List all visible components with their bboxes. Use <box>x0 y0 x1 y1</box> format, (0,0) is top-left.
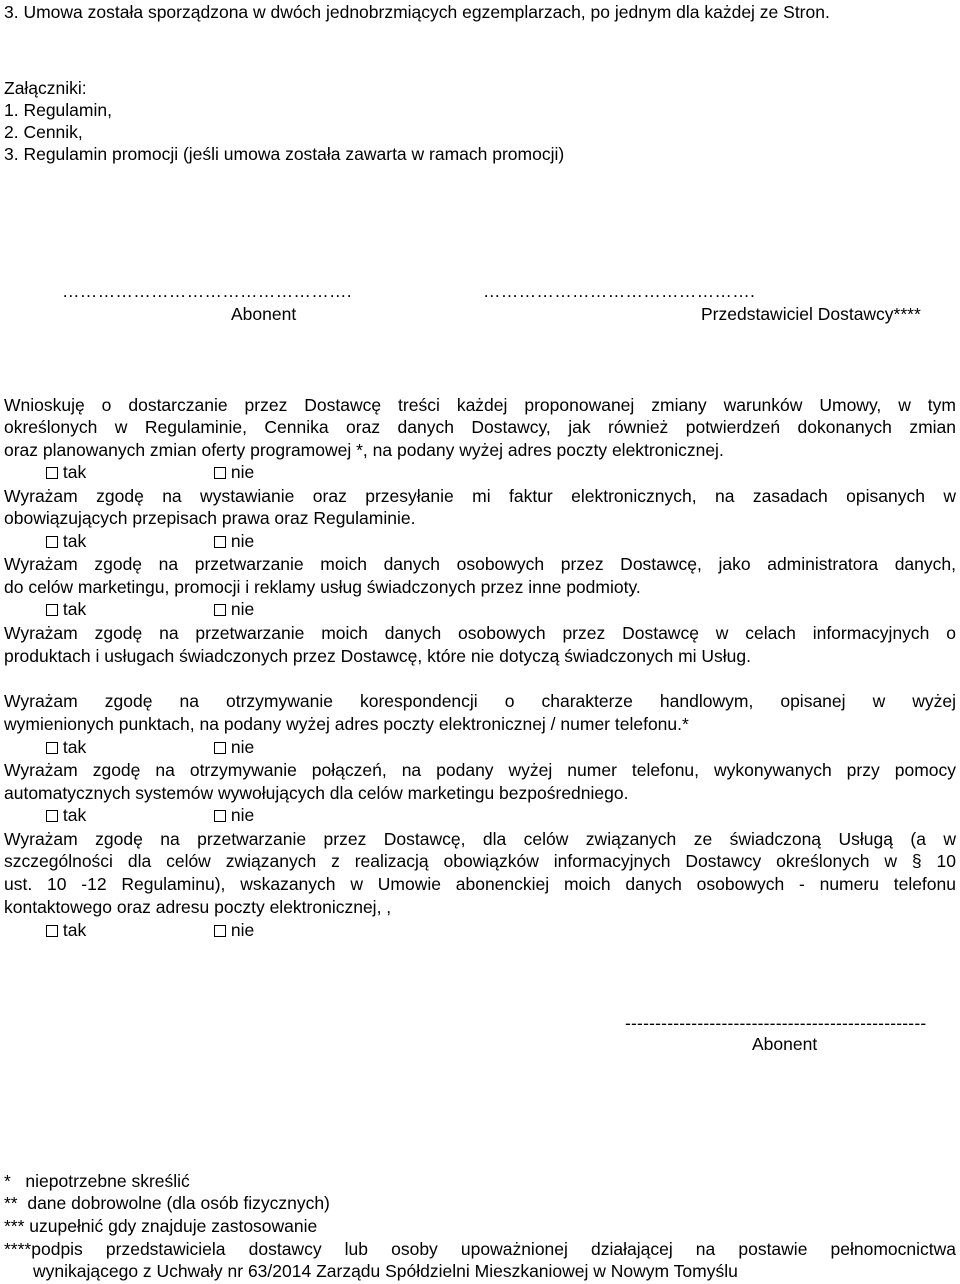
attachment-item: 3. Regulamin promocji (jeśli umowa została zawarta w ramach promocji) <box>4 144 565 164</box>
checkbox[interactable] <box>46 467 58 479</box>
option-label: nie <box>230 805 255 825</box>
attachments-title: Załączniki: <box>4 78 87 98</box>
consent-5-yes-option[interactable] <box>46 736 86 758</box>
consent-text: wymienionych punktach, na podany wyżej adres poczty elektronicznej / numer telefonu.* <box>4 714 689 734</box>
consent-text: produktach i usługach świadczonych przez Dostawcę, które nie dotyczą świadczonych mi Usług. <box>4 646 752 666</box>
attachment-item: 1. Regulamin, <box>4 100 112 120</box>
consent-text: do celów marketingu, promocji i reklamy usług świadczonych przez inne podmioty. <box>4 577 641 597</box>
consent-text: Wyrażam zgodę na otrzymywanie połączeń, na podany wyżej numer telefonu, wykonywanych przy pomocy <box>4 760 956 780</box>
option-label: nie <box>230 920 255 940</box>
consent-text: Wyrażam zgodę na otrzymywanie korespondencji o charakterze handlowym, opisanej w wyżej <box>4 691 956 711</box>
option-label: tak <box>62 805 87 825</box>
consent-text: obowiązujących przepisach prawa oraz Regulaminie. <box>4 508 416 528</box>
consent-3-no-option[interactable] <box>214 598 254 620</box>
footnote: ** dane dobrowolne (dla osób fizycznych) <box>4 1193 330 1213</box>
consent-6-no-option[interactable] <box>214 804 254 826</box>
option-label: tak <box>62 531 87 551</box>
abonent-signature-dots: …………………………………………. <box>62 281 352 301</box>
footnote: ****podpis przedstawiciela dostawcy lub osoby upoważnionej działającej na postawie pełnomocnictwa <box>4 1239 956 1259</box>
checkbox[interactable] <box>214 604 226 616</box>
checkbox[interactable] <box>214 467 226 479</box>
consent-text: szczególności dla celów związanych z realizacją obowiązków informacyjnych Dostawcy określonych w § 10 <box>4 851 956 871</box>
consent-text: Wyrażam zgodę na wystawianie oraz przesyłanie mi faktur elektronicznych, na zasadach opisanych w <box>4 486 956 506</box>
consent-7-yes-option[interactable] <box>46 919 86 941</box>
consent-7-no-option[interactable] <box>214 919 254 941</box>
consent-text: Wyrażam zgodę na przetwarzanie moich danych osobowych przez Dostawcę w celach informacyjnych o <box>4 623 956 643</box>
consent-5-no-option[interactable] <box>214 736 254 758</box>
option-label: tak <box>62 737 87 757</box>
consent-2-no-option[interactable] <box>214 530 254 552</box>
checkbox[interactable] <box>46 925 58 937</box>
footnote: *** uzupełnić gdy znajduje zastosowanie <box>4 1216 318 1236</box>
consent-text: automatycznych systemów wywołujących dla celów marketingu bezpośredniego. <box>4 783 629 803</box>
option-label: nie <box>230 531 255 551</box>
consent-1-no-option[interactable] <box>214 461 254 483</box>
attachment-item: 2. Cennik, <box>4 122 83 142</box>
option-label: tak <box>62 462 87 482</box>
checkbox[interactable] <box>46 810 58 822</box>
representative-signature-dots: ………………………………………. <box>483 281 756 301</box>
abonent-signature-label: Abonent <box>231 304 297 324</box>
abonent-signature-line: -------------------------------------------------- <box>625 1013 927 1033</box>
option-label: nie <box>230 737 255 757</box>
consent-text: oraz planowanych zmian oferty programowej *, na podany wyżej adres poczty elektronicznej. <box>4 440 724 460</box>
abonent-signature-label: Abonent <box>752 1034 818 1054</box>
checkbox[interactable] <box>214 810 226 822</box>
checkbox[interactable] <box>46 742 58 754</box>
representative-signature-label: Przedstawiciel Dostawcy**** <box>701 304 921 324</box>
consent-3-yes-option[interactable] <box>46 598 86 620</box>
checkbox[interactable] <box>214 742 226 754</box>
consent-text: ust. 10 -12 Regulaminu), wskazanych w Umowie abonenckiej moich danych osobowych - numeru telefonu <box>4 874 956 894</box>
consent-2-yes-option[interactable] <box>46 530 86 552</box>
consent-text: kontaktowego oraz adresu poczty elektronicznej, , <box>4 897 392 917</box>
consent-text: Wyrażam zgodę na przetwarzanie przez Dostawcę, dla celów związanych ze świadczoną Usługą (a w <box>4 829 956 849</box>
option-label: tak <box>62 920 87 940</box>
footnote-continuation: wynikającego z Uchwały nr 63/2014 Zarządu Spółdzielni Mieszkaniowej w Nowym Tomyślu <box>33 1261 738 1281</box>
checkbox[interactable] <box>46 536 58 548</box>
consent-6-yes-option[interactable] <box>46 804 86 826</box>
consent-1-yes-option[interactable] <box>46 461 86 483</box>
checkbox[interactable] <box>46 604 58 616</box>
checkbox[interactable] <box>214 536 226 548</box>
clause-3: 3. Umowa została sporządzona w dwóch jednobrzmiących egzemplarzach, po jednym dla każdej ze Stron. <box>4 2 830 22</box>
consent-text: określonych w Regulaminie, Cennika oraz danych Dostawcy, jak również potwierdzeń dokonanych zmian <box>4 417 956 437</box>
checkbox[interactable] <box>214 925 226 937</box>
consent-text: Wyrażam zgodę na przetwarzanie moich danych osobowych przez Dostawcę, jako administratora danych, <box>4 554 956 574</box>
option-label: tak <box>62 599 87 619</box>
option-label: nie <box>230 599 255 619</box>
consent-text: Wnioskuję o dostarczanie przez Dostawcę treści każdej proponowanej zmiany warunków Umowy, w tym <box>4 395 956 415</box>
footnote: * niepotrzebne skreślić <box>4 1171 190 1191</box>
option-label: nie <box>230 462 255 482</box>
